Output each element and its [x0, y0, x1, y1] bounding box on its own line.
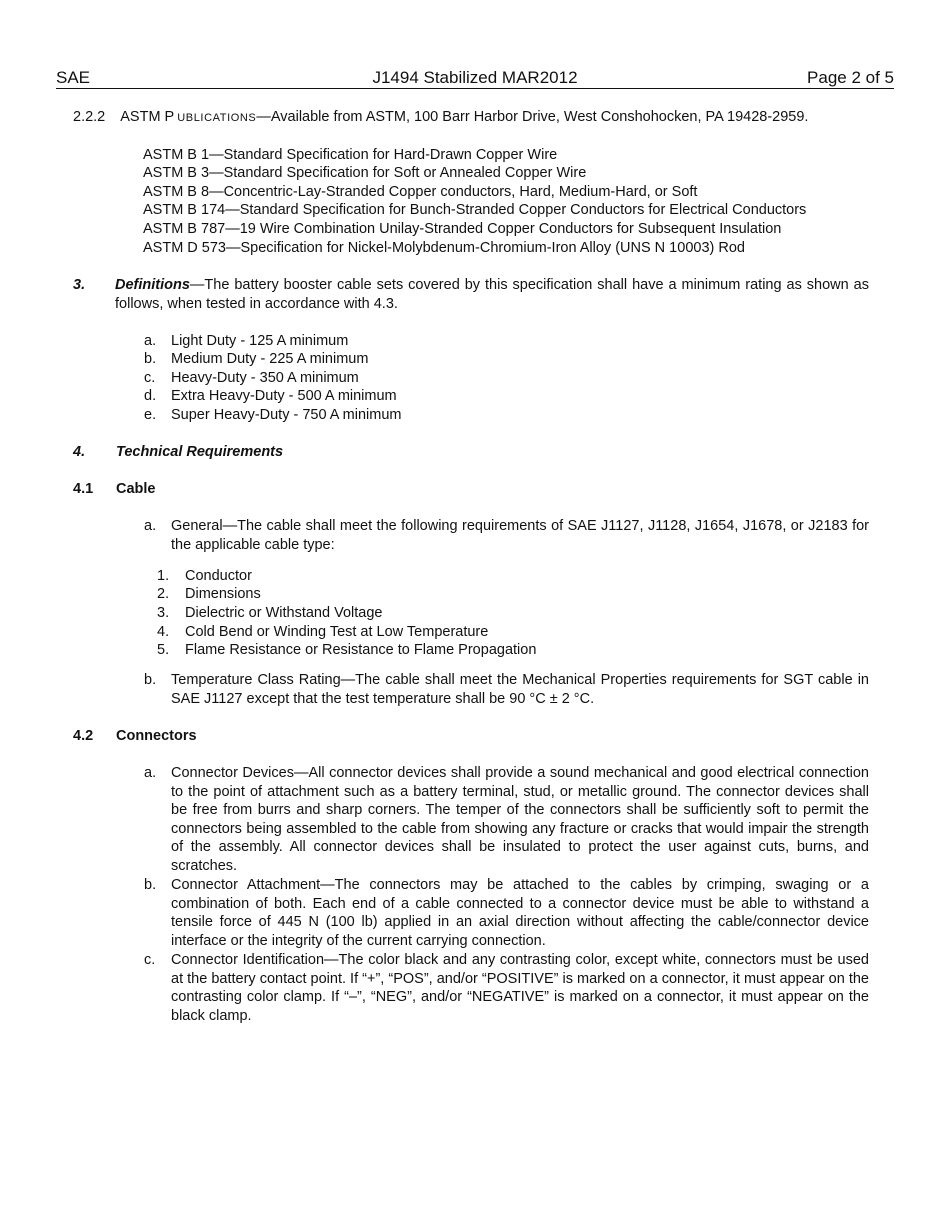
cable-sub-item: Flame Resistance or Resistance to Flame Propagation — [185, 642, 537, 658]
rating-marker: e. — [144, 407, 157, 423]
cable-sub-item: Dielectric or Withstand Voltage — [185, 605, 383, 621]
connector-devices-text: Connector Devices—All connector devices shall provide a sound mechanical and good electrical connection to the point of attachment such as a battery terminal, stud, or metallic ground. The connector devices shall be free from burrs and sharp corners. The temper of the connectors shall be sufficiently soft to permit the connectors being assembled to the cable from showing any fracture or cracks that would impair the strength of the assembly. All connector devices shall be insulated to protect the user against cuts, burns, and scratches. — [171, 765, 869, 874]
cable-sub-item: Cold Bend or Winding Test at Low Temperature — [185, 624, 489, 640]
header-org: SAE — [56, 68, 91, 87]
section-4-1-title: Cable — [116, 481, 156, 497]
section-2-2-2-heading — [73, 108, 808, 128]
page-header — [56, 68, 894, 89]
cable-sub-item: Conductor — [185, 568, 252, 584]
astm-reference: ASTM B 787—19 Wire Combination Unilay-Stranded Copper Conductors for Subsequent Insulation — [143, 221, 782, 237]
rating-marker: c. — [144, 370, 156, 386]
astm-reference: ASTM B 1—Standard Specification for Hard-Drawn Copper Wire — [143, 147, 558, 163]
section-4-number: 4. — [73, 444, 86, 460]
section-4-1-number: 4.1 — [73, 481, 94, 497]
astm-reference: ASTM B 174—Standard Specification for Bunch-Stranded Copper Conductors for Electrical Conductors — [143, 202, 807, 218]
section-2-2-2-text: —Available from ASTM, 100 Barr Harbor Drive, West Conshohocken, PA 19428-2959. — [256, 109, 809, 125]
cable-item-marker: b. — [144, 672, 157, 688]
cable-sub-item: Dimensions — [185, 586, 261, 602]
connector-identification-text: Connector Identification—The color black and any contrasting color, except white, connectors must be used at the battery contact point. If “+”, “POS”, and/or “POSITIVE” is marked on a connector, it must appear on the contrasting color clamp. If “–”, “NEG”, and/or “NEGATIVE” is marked on a connector, it must appear on the black clamp. — [171, 952, 869, 1024]
cable-sub-marker: 4. — [157, 624, 170, 640]
cable-sub-marker: 5. — [157, 642, 170, 658]
rating-marker: d. — [144, 388, 157, 404]
section-4-2-number: 4.2 — [73, 728, 94, 744]
section-3-text: —The battery booster cable sets covered by this specification shall have a minimum rating as shown as follows, when tested in accordance with 4.3. — [115, 277, 869, 312]
section-title-lead: ASTM P — [120, 109, 175, 125]
astm-reference: ASTM D 573—Specification for Nickel-Molybdenum-Chromium-Iron Alloy (UNS N 10003) Rod — [143, 240, 745, 256]
section-number: 2.2.2 — [73, 109, 106, 125]
astm-reference: ASTM B 8—Concentric-Lay-Stranded Copper conductors, Hard, Medium-Hard, or Soft — [143, 184, 698, 200]
section-4-title: Technical Requirements — [116, 444, 284, 460]
rating-item: Heavy-Duty - 350 A minimum — [171, 370, 359, 386]
header-doc-id: J1494 Stabilized MAR2012 — [372, 68, 578, 87]
connector-item-marker: c. — [144, 952, 156, 968]
connector-attachment-text: Connector Attachment—The connectors may be attached to the cables by crimping, swaging or a combination of both. Each end of a cable connected to a connector device must be able to withstand a tensile force of 445 N (100 lb) applied in an axial direction without affecting the cable/connector device interface or the integrity of the current carrying connection. — [171, 877, 869, 949]
section-3-number: 3. — [73, 277, 86, 293]
rating-marker: a. — [144, 333, 157, 349]
rating-item: Super Heavy-Duty - 750 A minimum — [171, 407, 402, 423]
rating-item: Extra Heavy-Duty - 500 A minimum — [171, 388, 397, 404]
connector-item-marker: a. — [144, 765, 157, 781]
rating-item: Light Duty - 125 A minimum — [171, 333, 349, 349]
section-title-smallcaps: UBLICATIONS — [177, 112, 257, 124]
astm-reference: ASTM B 3—Standard Specification for Soft or Annealed Copper Wire — [143, 165, 587, 181]
cable-temperature-text: Temperature Class Rating—The cable shall meet the Mechanical Properties requirements for SGT cable in SAE J1127 except that the test temperature shall be 90 °C ± 2 °C. — [171, 672, 869, 707]
rating-item: Medium Duty - 225 A minimum — [171, 351, 369, 367]
connector-item-marker: b. — [144, 877, 157, 893]
header-page-number: Page 2 of 5 — [807, 68, 894, 87]
cable-sub-marker: 1. — [157, 568, 170, 584]
cable-sub-marker: 2. — [157, 586, 170, 602]
section-4-2-title: Connectors — [116, 728, 197, 744]
cable-sub-marker: 3. — [157, 605, 170, 621]
cable-general-text: General—The cable shall meet the following requirements of SAE J1127, J1128, J1654, J1678, or J2183 for the applicable cable type: — [171, 518, 869, 553]
section-3-paragraph — [115, 276, 869, 313]
section-3-title: Definitions — [115, 277, 190, 293]
cable-item-marker: a. — [144, 518, 157, 534]
rating-marker: b. — [144, 351, 157, 367]
